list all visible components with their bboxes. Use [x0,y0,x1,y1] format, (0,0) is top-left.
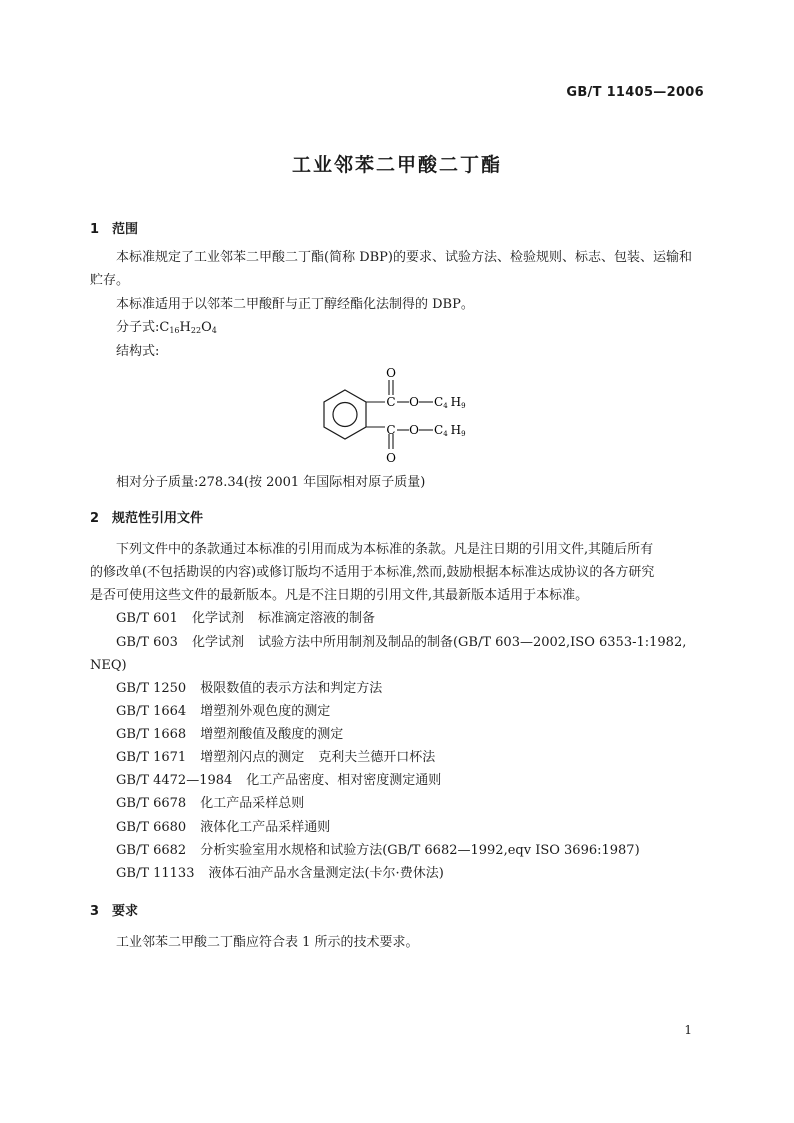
reference-title: 分析实验室用水规格和试验方法(GB/T 6682—1992,eqv ISO 3696:1987) [200,843,640,858]
reference-title: 增塑剂闪点的测定 [200,750,305,765]
reference-title: 化学试剂 [191,611,244,626]
structure-label: 结构式: [116,344,160,359]
page-number: 1 [684,1023,692,1037]
reference-title: 化工产品密度、相对密度测定通则 [246,773,442,788]
reference-item [116,839,640,862]
reference-title: 增塑剂外观色度的测定 [200,704,331,719]
section-3-heading [90,900,138,919]
formula-label: 分子式: [116,320,160,335]
section-2-heading [90,507,203,526]
paragraph-line: 本标准规定了工业邻苯二甲酸二丁酯(简称 DBP)的要求、试验方法、检验规则、标志、包装、运输和 [116,250,692,265]
reference-item [116,862,444,885]
group-label: C4 H9 [434,423,466,438]
reference-code: GB/T 11133 [116,866,195,881]
section-title: 规范性引用文件 [112,511,204,526]
reference-item [116,769,441,792]
reference-title: 化学试剂 [191,635,244,650]
reference-code: GB/T 1250 [116,681,187,696]
reference-code: GB/T 603 [116,635,178,650]
reference-code: GB/T 1664 [116,704,187,719]
paragraph: 本标准适用于以邻苯二甲酸酐与正丁醇经酯化法制得的 DBP。 [116,297,474,312]
atom-label: O [386,366,396,380]
reference-item [116,631,686,654]
section-number: 1 [90,222,100,237]
reference-code: GB/T 6678 [116,796,187,811]
standard-number: GB/T 11405—2006 [566,85,704,100]
aromatic-circle [333,403,357,427]
reference-subtitle: 试验方法中所用制剂及制品的制备(GB/T 603—2002,ISO 6353-1:1982, [257,635,687,650]
reference-item [116,816,330,839]
reference-continuation: NEQ) [90,658,127,673]
benzene-ring [324,390,366,439]
reference-subtitle: 克利夫兰德开口杯法 [318,750,436,765]
reference-code: GB/T 6682 [116,843,187,858]
reference-title: 增塑剂酸值及酸度的测定 [200,727,344,742]
reference-item [116,607,375,630]
reference-item [116,746,435,769]
paragraph: 工业邻苯二甲酸二丁酯应符合表 1 所示的技术要求。 [116,935,419,950]
reference-code: GB/T 6680 [116,820,187,835]
molecular-formula: 分子式$:C_{16}H_{22}O_4$ [116,320,217,335]
document-title: 工业邻苯二甲酸二丁酯 [291,154,502,176]
reference-code: GB/T 1671 [116,750,187,765]
reference-item [116,723,343,746]
reference-title: 极限数值的表示方法和判定方法 [200,681,383,696]
reference-code: GB/T 4472—1984 [116,773,233,788]
reference-code: GB/T 601 [116,611,178,626]
paragraph-line: 贮存。 [90,273,130,288]
section-title: 范围 [112,222,139,237]
atom-label: O [409,395,419,409]
reference-item [116,677,382,700]
reference-title: 液体化工产品采样通则 [200,820,331,835]
atom-label: C [386,423,396,437]
section-number: 2 [90,511,100,526]
reference-item [116,792,304,815]
reference-title: 液体石油产品水含量测定法(卡尔·费休法) [208,866,444,881]
molar-mass: 相对分子质量:278.34(按 2001 年国际相对原子质量) [116,475,426,490]
section-title: 要求 [112,904,139,919]
paragraph-line: 的修改单(不包括勘误的内容)或修订版均不适用于本标准,然而,鼓励根据本标准达成协议的各方研究 [90,565,655,580]
atom-label: O [409,423,419,437]
paragraph-line: 是否可使用这些文件的最新版本。凡是不注日期的引用文件,其最新版本适用于本标准。 [90,588,589,603]
reference-title: 化工产品采样总则 [200,796,305,811]
reference-item [116,700,330,723]
atom-label: C [386,395,396,409]
reference-code: GB/T 1668 [116,727,187,742]
section-number: 3 [90,904,100,919]
atom-label: O [386,451,396,465]
paragraph-line: 下列文件中的条款通过本标准的引用而成为本标准的条款。凡是注日期的引用文件,其随后所有 [116,542,654,557]
reference-subtitle: 标准滴定溶液的制备 [257,611,375,626]
group-label: C4 H9 [434,395,466,410]
